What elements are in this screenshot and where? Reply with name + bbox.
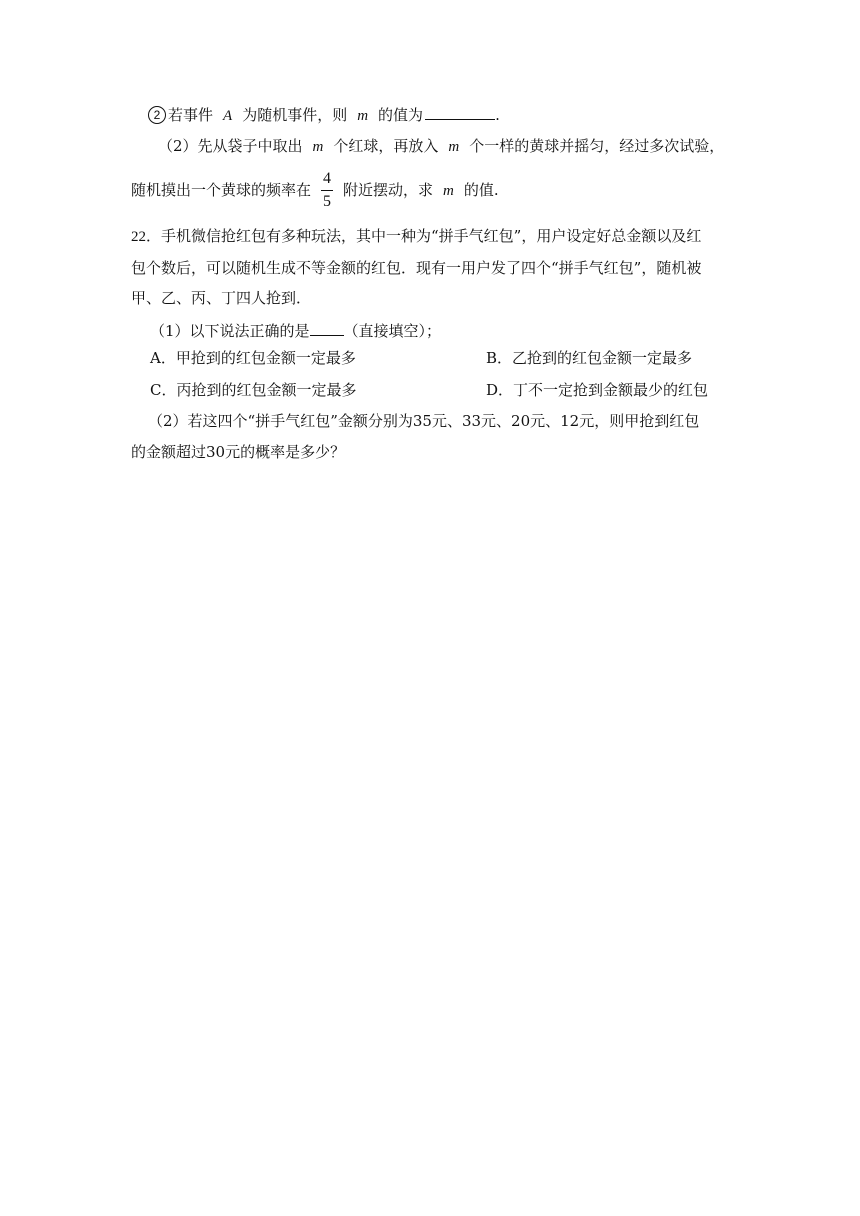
q21-part2-text-1a: （2）先从袋子中取出 xyxy=(158,137,303,155)
q21-part2-text-1b: 个红球，再放入 xyxy=(333,137,439,155)
q21-item2-text-after: 的值为 xyxy=(378,106,424,124)
fraction-denominator: 5 xyxy=(323,192,332,210)
option-label: D． xyxy=(486,381,514,399)
option-text: 丁不一定抢到金额最少的红包 xyxy=(513,381,709,399)
variable-m: m xyxy=(357,108,369,124)
q22-stem-text-2: 包个数后，可以随机生成不等金额的红包．现有一用户发了四个“拼手气红包”，随机被 xyxy=(131,259,702,277)
q21-item2-text-mid: 为随机事件，则 xyxy=(242,106,348,124)
q22-stem-line3 xyxy=(131,288,311,308)
q21-part2-line2 xyxy=(131,168,499,213)
q22-part1-text-a: （1）以下说法正确的是 xyxy=(150,322,310,340)
option-label: A． xyxy=(150,349,176,367)
q22-part2-text-1: （2）若这四个“拼手气红包”金额分别为35元、33元、20元、12元，则甲抢到红包 xyxy=(148,412,700,430)
option-label: C． xyxy=(150,381,177,399)
answer-blank[interactable] xyxy=(310,320,344,336)
variable-a: A xyxy=(223,108,233,124)
q22-part2-line2 xyxy=(131,442,345,462)
option-c[interactable] xyxy=(150,380,357,400)
fraction-numerator: 4 xyxy=(323,169,332,187)
variable-m: m xyxy=(312,139,324,155)
q22-stem-text-3: 甲、乙、丙、丁四人抢到． xyxy=(131,289,312,307)
fraction-bar xyxy=(321,190,333,191)
fraction-four-fifths xyxy=(321,170,333,211)
q22-stem-line2 xyxy=(131,258,701,278)
option-text: 丙抢到的红包金额一定最多 xyxy=(176,381,357,399)
option-label: B． xyxy=(486,349,513,367)
q21-part2-text-2b: 附近摆动，求 xyxy=(343,181,434,199)
option-d[interactable] xyxy=(486,380,708,400)
q21-item2-text-before: 若事件 xyxy=(168,106,214,124)
variable-m: m xyxy=(448,139,460,155)
q21-part2-line1 xyxy=(158,136,724,157)
q22-part2-line1 xyxy=(148,411,699,431)
q21-part2-text-1c: 个一样的黄球并摇匀，经过多次试验， xyxy=(469,137,725,155)
answer-blank[interactable] xyxy=(425,104,495,120)
option-text: 乙抢到的红包金额一定最多 xyxy=(512,349,693,367)
circled-number-marker: 2 xyxy=(148,106,166,124)
question-number: 22． xyxy=(131,229,162,245)
q22-stem-line1 xyxy=(131,226,701,247)
q22-part2-text-2: 的金额超过30元的概率是多少？ xyxy=(131,443,346,461)
q21-part2-text-2c: 的值. xyxy=(463,181,499,199)
option-text: 甲抢到的红包金额一定最多 xyxy=(175,349,356,367)
q21-part2-text-2a: 随机摸出一个黄球的频率在 xyxy=(131,181,312,199)
q22-part1-text-b: （直接填空）； xyxy=(343,322,442,340)
q21-item2-line xyxy=(148,104,500,126)
q22-stem-text-1: 手机微信抢红包有多种玩法，其中一种为“拼手气红包”，用户设定好总金额以及红 xyxy=(161,227,702,245)
option-b[interactable] xyxy=(486,348,692,368)
variable-m: m xyxy=(443,183,454,199)
option-a[interactable] xyxy=(150,348,356,368)
q22-part1-line xyxy=(150,320,441,341)
q21-item2-end-mark: . xyxy=(495,106,500,124)
